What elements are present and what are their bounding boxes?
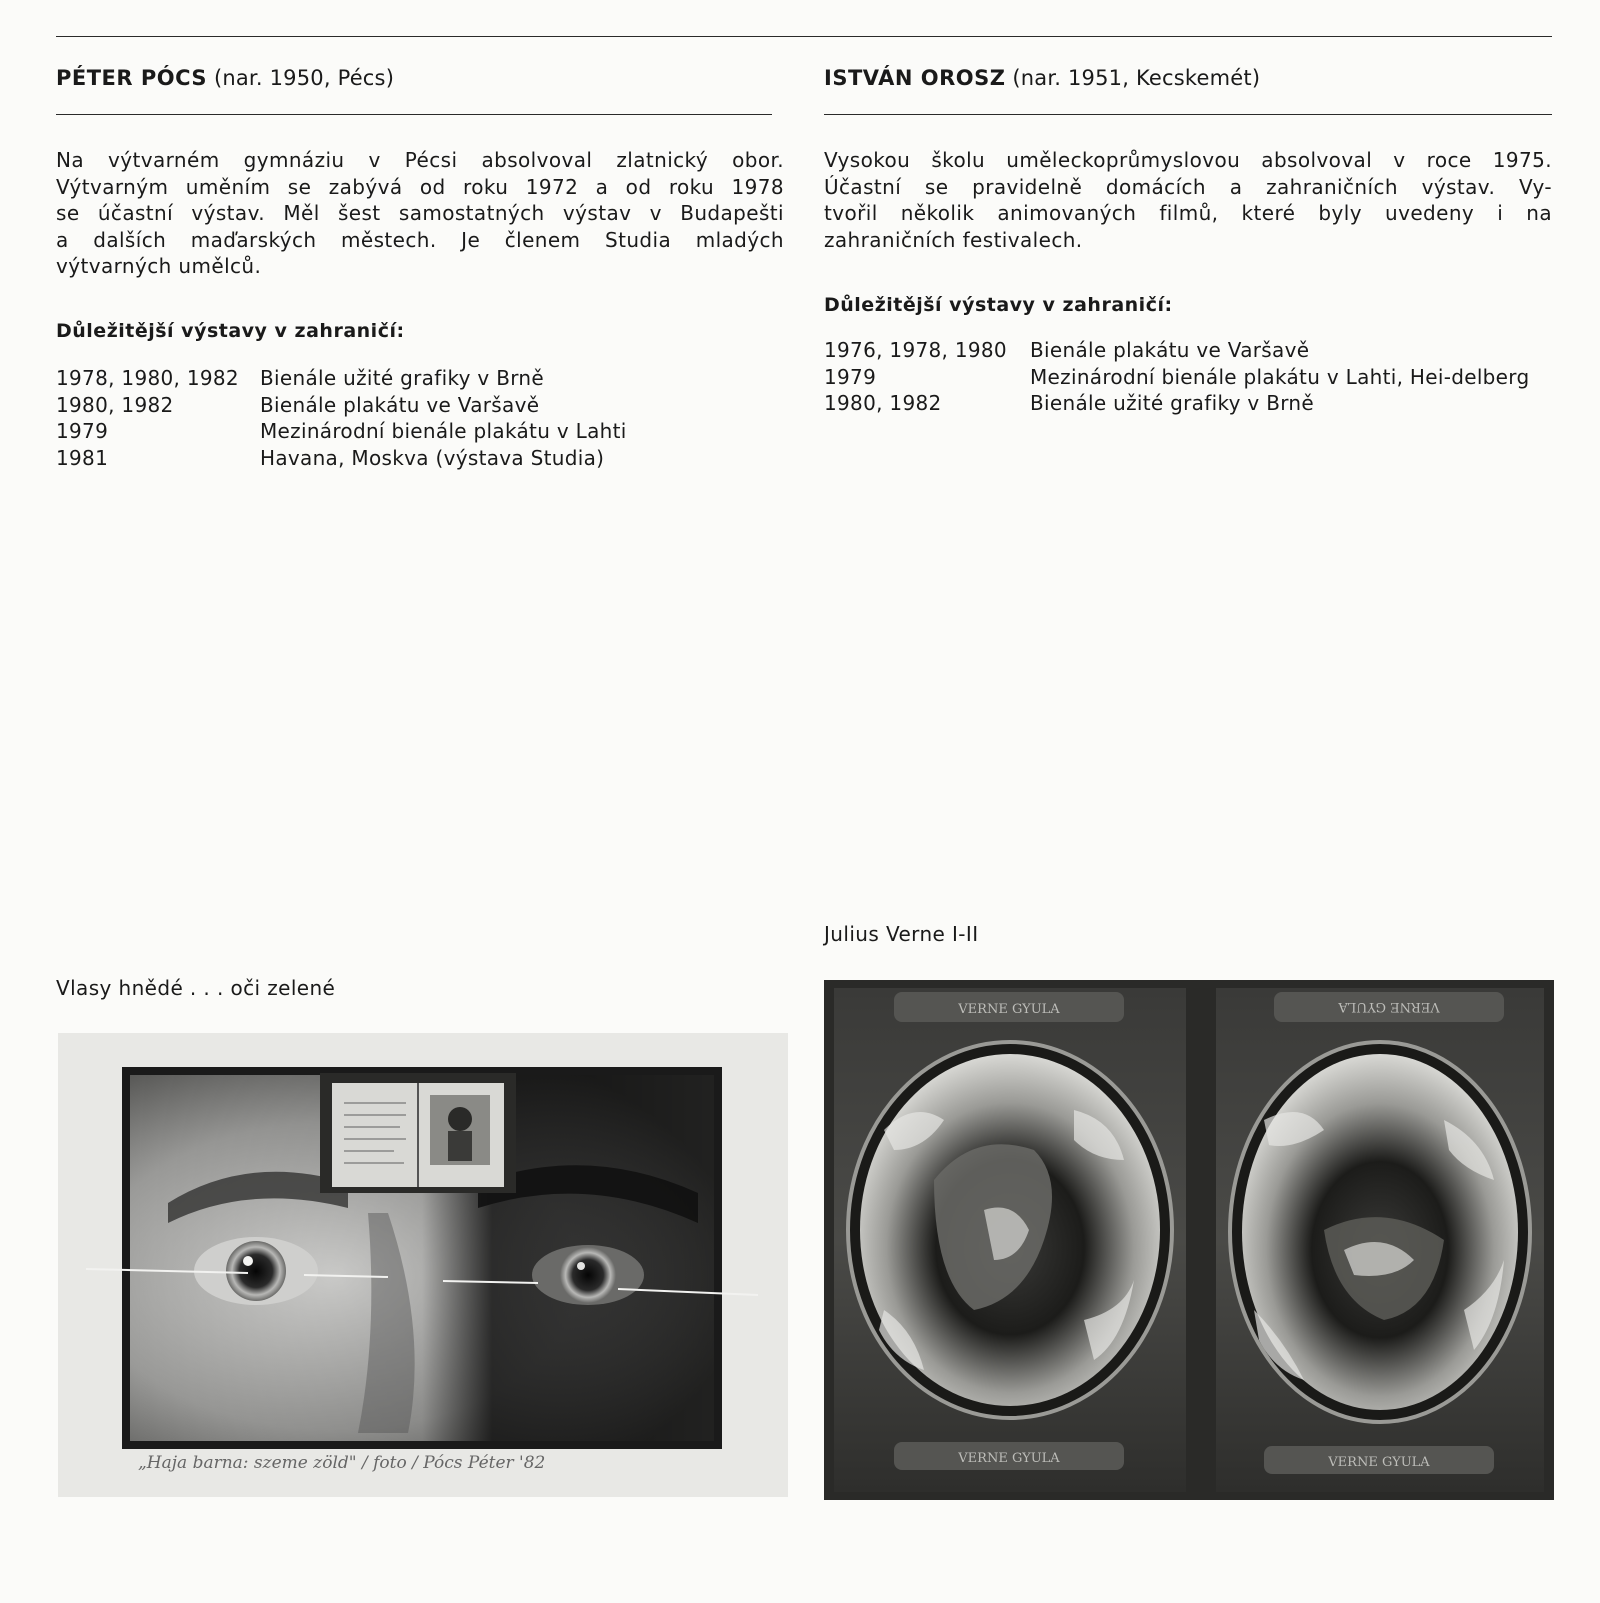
verne-artwork-image bbox=[824, 980, 1554, 1500]
exhibition-row bbox=[824, 337, 1552, 364]
left-bio bbox=[56, 147, 784, 280]
left-artist-info: (nar. 1950, Pécs) bbox=[213, 66, 395, 90]
exhibition-years: 1976, 1978, 1980 bbox=[824, 338, 1007, 362]
exhibition-years: 1980, 1982 bbox=[56, 392, 174, 417]
exhibition-years: 1979 bbox=[56, 419, 109, 443]
exhibition-title: Bienále plakátu ve Varšavě bbox=[260, 392, 540, 417]
exhibition-row bbox=[824, 390, 1552, 417]
right-header-rule bbox=[824, 114, 1552, 115]
left-bio-line: výtvarných umělců. bbox=[56, 254, 262, 278]
exhibition-row bbox=[56, 392, 776, 419]
top-rule bbox=[56, 36, 1552, 37]
right-bio bbox=[824, 147, 1552, 253]
right-bio-line: Účastní se pravidelně domácích a zahraničních výstav. Vy- bbox=[824, 174, 1552, 199]
exhibition-row bbox=[56, 418, 776, 445]
exhibition-years: 1980, 1982 bbox=[824, 391, 942, 415]
exhibition-row bbox=[56, 445, 776, 472]
left-artist-name: PÉTER PÓCS bbox=[56, 66, 208, 90]
left-artist-heading bbox=[56, 66, 394, 90]
eyes-artwork-photo bbox=[58, 1033, 788, 1497]
left-photo-caption: Vlasy hnědé . . . oči zelené bbox=[56, 976, 336, 1000]
plate-label-bottom-left: VERNE GYULA bbox=[958, 1451, 1060, 1466]
left-bio-line: Výtvarným uměním se zabývá od roku 1972 a od roku 1978 bbox=[56, 174, 784, 199]
exhibition-years: 1978, 1980, 1982 bbox=[56, 366, 239, 390]
exhibition-row bbox=[56, 365, 776, 392]
exhibition-years: 1981 bbox=[56, 445, 109, 470]
right-bio-line: tvořil několik animovaných filmů, které byly uvedeny i na bbox=[824, 201, 1552, 225]
left-exhibitions-heading: Důležitější výstavy v zahraničí: bbox=[56, 320, 405, 342]
right-artist-info: (nar. 1951, Kecskemét) bbox=[1012, 66, 1261, 90]
left-bio-line: Na výtvarném gymnáziu v Pécsi absolvoval zlatnický obor. bbox=[56, 148, 784, 172]
verne-artwork-photo bbox=[824, 980, 1554, 1500]
left-bio-line: a dalších maďarských městech. Je členem Studia mladých bbox=[56, 227, 784, 252]
plate-label-top-right: VERNE GYULA bbox=[1338, 999, 1440, 1014]
eyes-artwork-image bbox=[58, 1033, 788, 1497]
left-exhibitions-list bbox=[56, 365, 776, 471]
plate-label-top-left: VERNE GYULA bbox=[958, 1002, 1060, 1017]
right-bio-line: zahraničních festivalech. bbox=[824, 227, 1083, 252]
left-header-rule bbox=[56, 114, 772, 115]
right-artist-name: ISTVÁN OROSZ bbox=[824, 66, 1006, 90]
exhibition-title: Bienále plakátu ve Varšavě bbox=[1030, 338, 1310, 362]
right-bio-line: Vysokou školu uměleckoprůmyslovou absolvoval v roce 1975. bbox=[824, 148, 1552, 172]
exhibition-title: Bienále užité grafiky v Brně bbox=[260, 366, 544, 390]
exhibition-title: Mezinárodní bienále plakátu v Lahti, Hei-delberg bbox=[1030, 364, 1530, 389]
exhibition-years: 1979 bbox=[824, 364, 877, 389]
right-exhibitions-heading: Důležitější výstavy v zahraničí: bbox=[824, 294, 1173, 316]
exhibition-row bbox=[824, 364, 1552, 391]
right-exhibitions-list bbox=[824, 337, 1552, 417]
left-bio-line: se účastní výstav. Měl šest samostatných výstav v Budapešti bbox=[56, 201, 784, 225]
exhibition-title: Mezinárodní bienále plakátu v Lahti bbox=[260, 419, 627, 443]
plate-label-bottom-right: VERNE GYULA bbox=[1328, 1455, 1430, 1470]
exhibition-title: Havana, Moskva (výstava Studia) bbox=[260, 445, 605, 470]
right-artist-heading bbox=[824, 66, 1260, 90]
eyes-artwork-inscription: „Haja barna: szeme zöld" / foto / Pócs Péter '82 bbox=[138, 1453, 546, 1473]
right-photo-caption: Julius Verne I-II bbox=[824, 922, 979, 946]
exhibition-title: Bienále užité grafiky v Brně bbox=[1030, 391, 1314, 415]
